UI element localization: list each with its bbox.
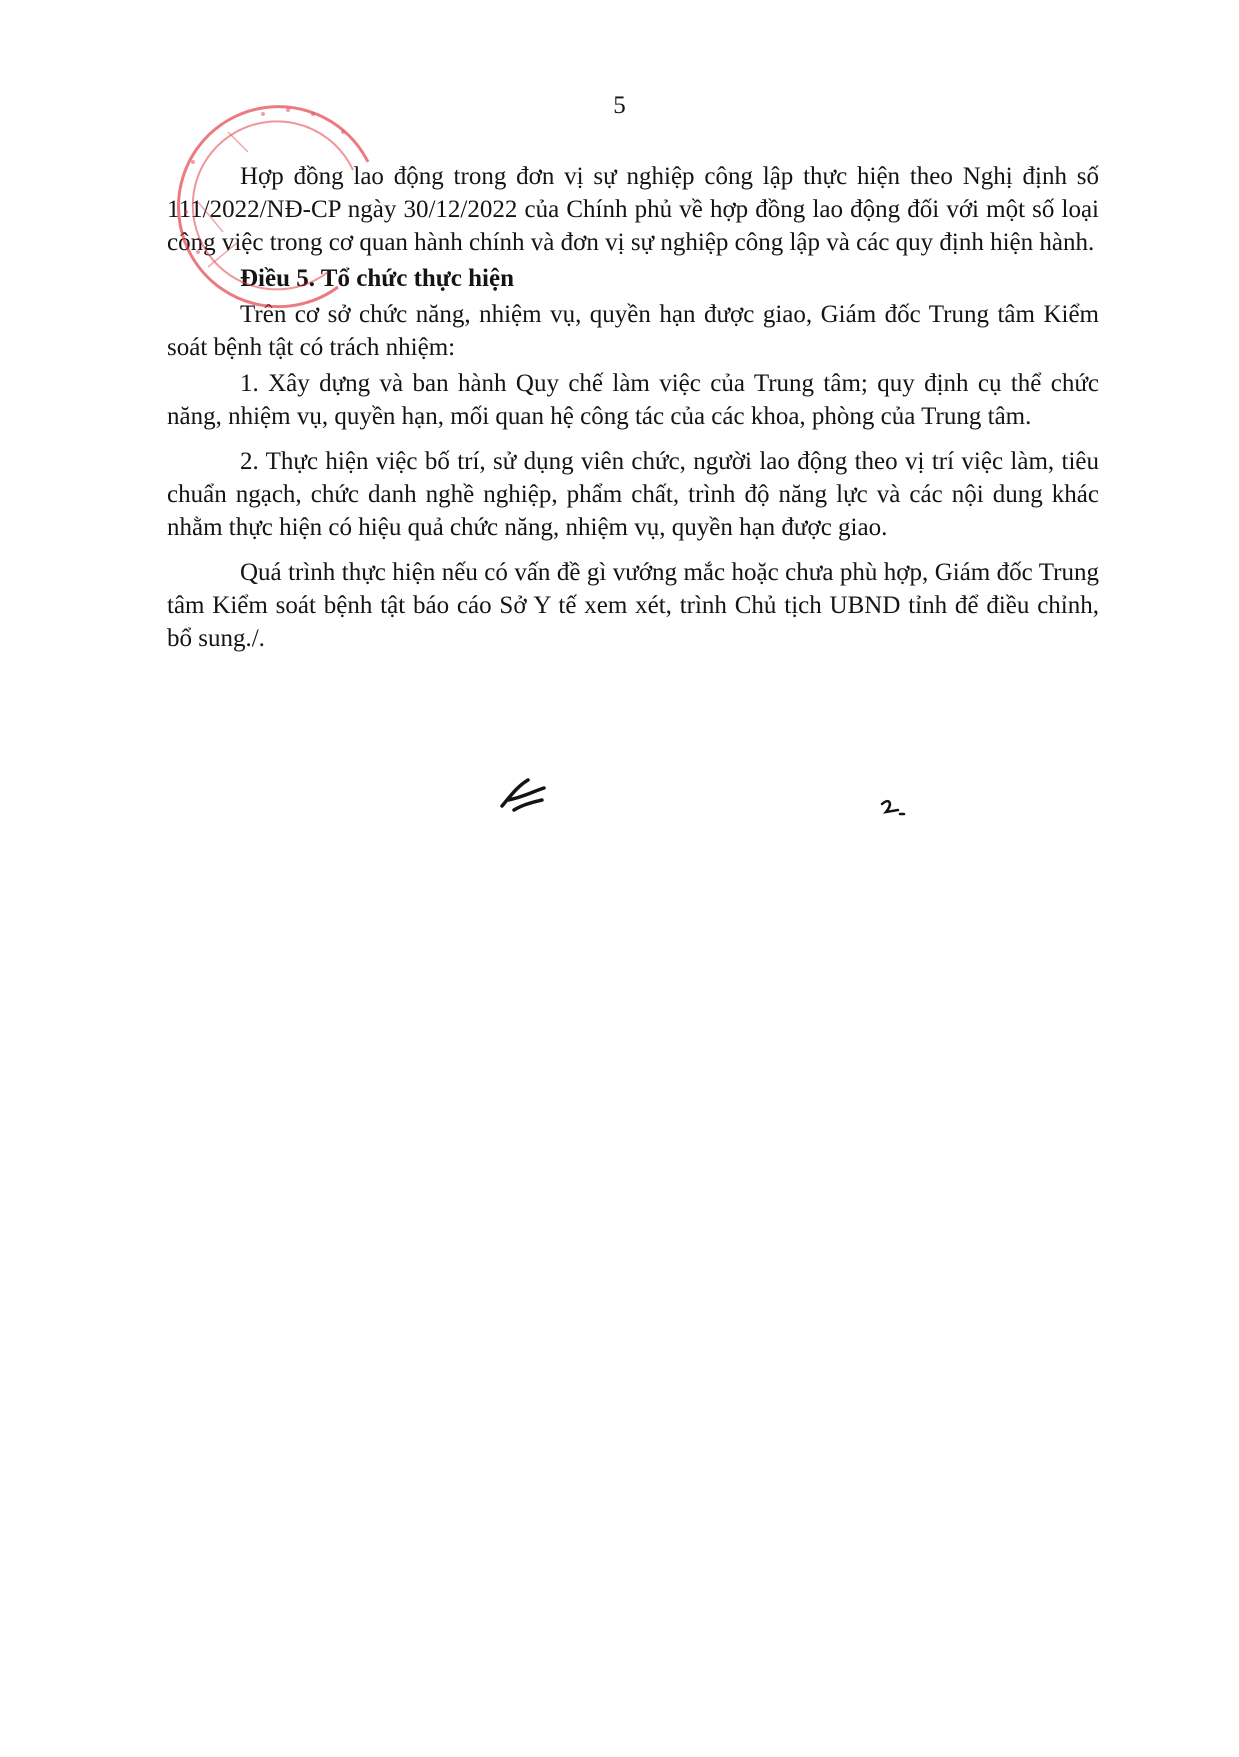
page-number: 5 (613, 92, 626, 119)
document-body (167, 160, 1099, 667)
list-item-1: 1. Xây dựng và ban hành Quy chế làm việc của Trung tâm; quy định cụ thể chức năng, nhiệm vụ, quyền hạn, mối quan hệ công tác của các khoa, phòng của Trung tâm. (167, 370, 1099, 430)
list-item-2: 2. Thực hiện việc bố trí, sử dụng viên chức, người lao động theo vị trí việc làm, tiêu chuẩn ngạch, chức danh nghề nghiệp, phẩm chất, trình độ năng lực và các nội dung khác nhằm thực hiện có hiệu quả chức năng, nhiệm vụ, quyền hạn được giao. (167, 448, 1099, 541)
paragraph-implementation: Quá trình thực hiện nếu có vấn đề gì vướng mắc hoặc chưa phù hợp, Giám đốc Trung tâm Kiểm soát bệnh tật báo cáo Sở Y tế xem xét, trình Chủ tịch UBND tỉnh để điều chỉnh, bổ sung./. (167, 559, 1099, 652)
article-5-heading: Điều 5. Tổ chức thực hiện (240, 265, 514, 292)
signature-initial-mark (498, 776, 548, 812)
paragraph-labor-contract: Hợp đồng lao động trong đơn vị sự nghiệp công lập thực hiện theo Nghị định số 111/2022/NĐ-CP ngày 30/12/2022 của Chính phủ về hợp đồng lao động đối với một số loại công việc trong cơ quan hành chính và đơn vị sự nghiệp công lập và các quy định hiện hành. (167, 163, 1099, 256)
signature-initial-mark-small (876, 796, 908, 818)
paragraph-director-responsibility: Trên cơ sở chức năng, nhiệm vụ, quyền hạn được giao, Giám đốc Trung tâm Kiểm soát bệnh tật có trách nhiệm: (167, 301, 1099, 361)
